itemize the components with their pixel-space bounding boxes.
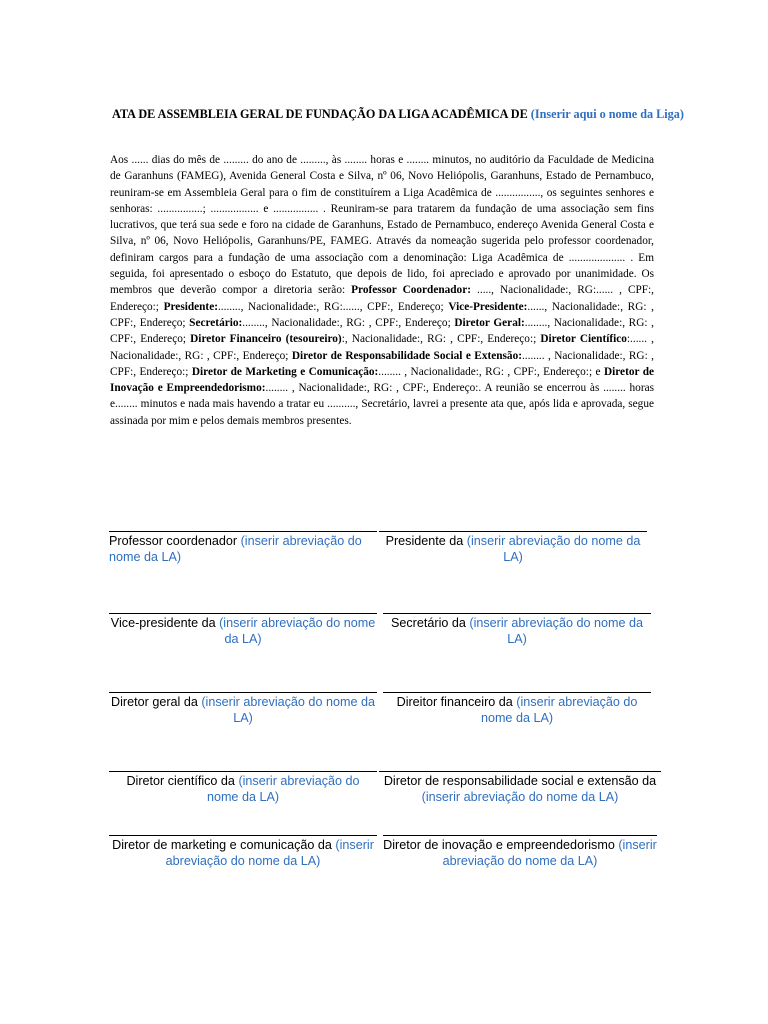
role-diretor-inovacao: Diretor de Inovação e Empreendedorismo: (110, 365, 655, 395)
signature-placeholder: (inserir abreviação do nome da LA) (442, 838, 657, 868)
signature-role: Vice-presidente da (110, 616, 216, 630)
fields-presidente: ........, Nacionalidade:, RG:......, CPF:, Endereço; (217, 300, 449, 313)
role-vice-presidente: Vice-Presidente: (448, 300, 528, 313)
signature-diretor-financeiro (383, 692, 651, 727)
signature-placeholder: (inserir abreviação do nome da LA) (480, 695, 638, 725)
signature-placeholder: (inserir abreviação do nome da LA) (466, 534, 641, 564)
fields-diretor-marketing: ........ , Nacionalidade:, RG: , CPF:, Endereço:; e (378, 365, 604, 378)
role-secretario: Secretário: (189, 316, 243, 329)
signature-placeholder: (inserir abreviação do nome da LA) (109, 534, 362, 564)
signature-presidente (379, 531, 647, 566)
signature-diretor-geral (109, 692, 377, 727)
signature-role: Diretor de responsabilidade social e extensão da (383, 774, 657, 788)
role-diretor-marketing: Diretor de Marketing e Comunicação: (191, 365, 379, 378)
signature-placeholder: (inserir abreviação do nome da LA) (206, 774, 360, 804)
minutes-intro: Aos ...... dias do mês de ......... do ano de ........., às ........ horas e ........ minutos, no auditório da Faculdade de Medicina de Garanhuns (FAMEG), Avenida General Costa e Silva, nº 06, Novo Heliópolis, Garanhuns, Estado de Pernambuco, reuniram-se em Assembleia Geral para o fim de constituírem a Liga Acadêmica de ................, os seguintes senhores e senhoras: ................; ................. e ................ . Reuniram-se para tratarem da fundação de uma associação sem fins lucrativos, que terá sua sede e foro na cidade de Garanhuns, Estado de Pernambuco, endereço Avenida General Costa e Silva, nº 06, Novo Heliópolis, Garanhuns/PE, FAMEG. Através da nomeação sugerida pelo professor coordenador, definiram cargos para a fundação de uma associação com a denominação: Liga Acadêmica de .................... . Em seguida, foi apresentado o esboço do Estatuto, que depois de lido, foi apreciado e aprovado por unanimidade. Os membros que deverão compor a diretoria serão: (110, 154, 654, 297)
signature-role: Diretor científico da (126, 774, 235, 788)
signature-diretor-cientifico (109, 771, 377, 806)
signature-diretor-inovacao (383, 835, 657, 870)
document-title (100, 107, 696, 123)
signature-role: Diretor de marketing e comunicação da (112, 838, 332, 852)
fields-diretor-cientifico: :...... , Nacionalidade:, RG: , CPF:, Endereço; (110, 333, 654, 362)
signature-secretario (383, 613, 651, 648)
role-professor-coordenador: Professor Coordenador: (351, 284, 471, 297)
signature-professor-coordenador (109, 531, 377, 566)
role-diretor-geral: Diretor Geral: (454, 316, 525, 329)
role-diretor-cientifico: Diretor Científico (540, 333, 627, 346)
role-diretor-responsabilidade-social: Diretor de Responsabilidade Social e Extensão: (291, 349, 522, 362)
signature-role: Secretário da (390, 616, 466, 630)
minutes-closing: ........ , Nacionalidade:, RG: , CPF:, Endereço:. A reunião se encerrou às ........ horas e........ minutos e nada mais havendo a tratar eu .........., Secretário, lavrei a presente ata que, após lida e aprovada, segue assinada por mim e pelos demais membros presentes. (110, 382, 654, 427)
fields-vice-presidente: ......, Nacionalidade:, RG: , CPF:, Endereço; (110, 300, 654, 329)
signature-role: Professor coordenador (109, 534, 238, 548)
minutes-body (110, 152, 654, 429)
signature-diretor-marketing (109, 835, 377, 870)
fields-diretor-geral: ........, Nacionalidade:, RG: , CPF:, Endereço; (110, 316, 655, 346)
signature-role: Diretor de inovação e empreendedorismo (383, 838, 615, 852)
fields-professor-coordenador: ....., Nacionalidade:, RG:...... , CPF:, Endereço:; (110, 284, 655, 313)
signature-role: Direitor financeiro da (396, 695, 513, 709)
signature-role: Diretor geral da (111, 695, 198, 709)
signature-placeholder: (inserir abreviação do nome da LA) (469, 616, 643, 646)
role-presidente: Presidente: (163, 300, 218, 313)
role-diretor-financeiro: Diretor Financeiro (tesoureiro) (190, 333, 342, 346)
signature-vice-presidente (109, 613, 377, 648)
signature-placeholder: (inserir abreviação do nome da LA) (201, 695, 375, 725)
fields-secretario: ........, Nacionalidade:, RG: , CPF:, Endereço; (242, 316, 455, 329)
signature-placeholder: (inserir abreviação do nome da LA) (219, 616, 376, 646)
fields-diretor-financeiro: :, Nacionalidade:, RG: , CPF:, Endereço:; (341, 333, 541, 346)
signature-placeholder: (inserir abreviação do nome da LA) (165, 838, 374, 868)
signature-placeholder: (inserir abreviação do nome da LA) (421, 789, 619, 804)
signature-role: Presidente da (385, 534, 464, 548)
fields-diretor-responsabilidade-social: ........ , Nacionalidade:, RG: , CPF:, Endereço:; (110, 349, 654, 378)
title-text: ATA DE ASSEMBLEIA GERAL DE FUNDAÇÃO DA LIGA ACADÊMICA DE (112, 107, 528, 121)
title-placeholder: (Inserir aqui o nome da Liga) (530, 107, 684, 121)
signature-diretor-responsabilidade-social (379, 771, 661, 806)
